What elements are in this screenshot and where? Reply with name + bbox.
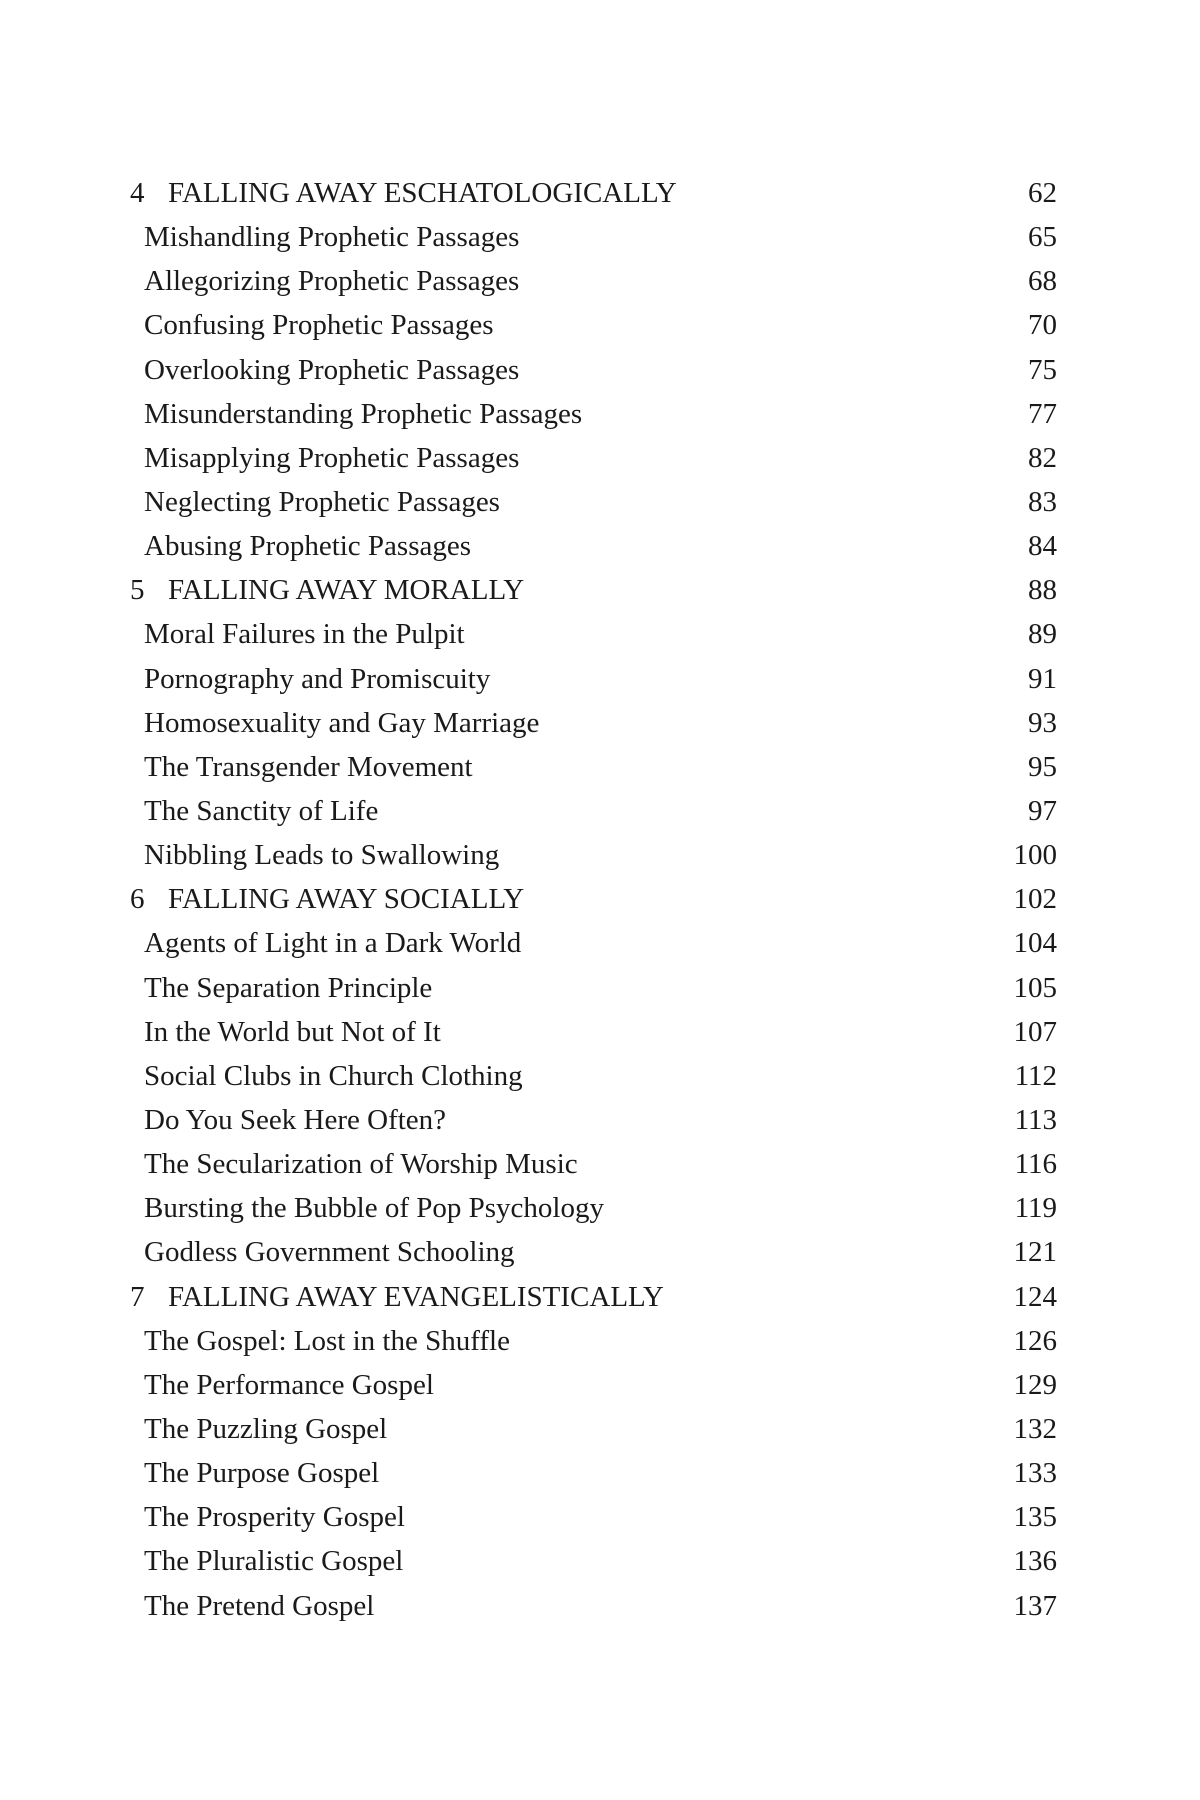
page-number: 107 (1013, 1015, 1057, 1048)
toc-section-row (0, 1054, 1200, 1098)
section-title: The Prosperity Gospel (144, 1501, 405, 1534)
section-title: The Secularization of Worship Music (144, 1148, 578, 1181)
toc-section-row (0, 1451, 1200, 1495)
page-number: 70 (1028, 309, 1057, 342)
toc-section-row (0, 1142, 1200, 1186)
toc-section-row (0, 1010, 1200, 1054)
page-number: 104 (1013, 927, 1057, 960)
page-number: 119 (1014, 1192, 1057, 1225)
page-number: 91 (1028, 662, 1057, 695)
chapter-number: 6 (130, 883, 145, 916)
chapter-title: FALLING AWAY ESCHATOLOGICALLY (168, 177, 677, 209)
section-title: Mishandling Prophetic Passages (144, 221, 520, 254)
toc-section-row (0, 259, 1200, 303)
section-title: The Purpose Gospel (144, 1457, 380, 1490)
toc-chapter-row (0, 877, 1200, 921)
toc-section-row (0, 657, 1200, 701)
page-number: 121 (1013, 1236, 1057, 1269)
chapter-number: 4 (130, 177, 145, 209)
page-number: 100 (1013, 839, 1057, 872)
page-number: 116 (1014, 1148, 1057, 1181)
toc-chapter-row (0, 568, 1200, 612)
toc-section-row (0, 1098, 1200, 1142)
page-number: 112 (1014, 1059, 1057, 1092)
page-number: 136 (1013, 1545, 1057, 1578)
section-title: Nibbling Leads to Swallowing (144, 839, 500, 872)
page-number: 105 (1013, 971, 1057, 1004)
page-number: 137 (1013, 1589, 1057, 1622)
page-number: 84 (1028, 530, 1057, 563)
section-title: The Transgender Movement (144, 750, 473, 783)
section-title: Allegorizing Prophetic Passages (144, 265, 520, 298)
section-title: The Pluralistic Gospel (144, 1545, 404, 1578)
section-title: Do You Seek Here Often? (144, 1103, 447, 1136)
section-title: Social Clubs in Church Clothing (144, 1059, 523, 1092)
page-number: 132 (1013, 1412, 1057, 1445)
section-title: Confusing Prophetic Passages (144, 309, 494, 342)
page-number: 62 (1028, 177, 1057, 209)
page-number: 102 (1013, 883, 1057, 916)
page-number: 113 (1014, 1103, 1057, 1136)
section-title: Abusing Prophetic Passages (144, 530, 472, 563)
toc-section-row (0, 348, 1200, 392)
toc-section-row (0, 745, 1200, 789)
chapter-title: FALLING AWAY MORALLY (168, 574, 525, 607)
page-number: 68 (1028, 265, 1057, 298)
toc-section-row (0, 966, 1200, 1010)
toc-section-row (0, 1407, 1200, 1451)
toc-section-row (0, 303, 1200, 347)
section-title: The Pretend Gospel (144, 1589, 375, 1622)
toc-section-row (0, 1495, 1200, 1539)
table-of-contents (0, 171, 1200, 1628)
section-title: Homosexuality and Gay Marriage (144, 706, 540, 739)
page-number: 135 (1013, 1501, 1057, 1534)
toc-section-row (0, 701, 1200, 745)
page-number: 126 (1013, 1324, 1057, 1357)
toc-section-row (0, 1363, 1200, 1407)
toc-section-row (0, 1230, 1200, 1274)
section-title: The Separation Principle (144, 971, 433, 1004)
page-number: 97 (1028, 794, 1057, 827)
toc-section-row (0, 524, 1200, 568)
page-number: 95 (1028, 750, 1057, 783)
page-number: 124 (1013, 1280, 1057, 1313)
toc-section-row (0, 392, 1200, 436)
page-number: 82 (1028, 441, 1057, 474)
section-title: The Performance Gospel (144, 1368, 434, 1401)
section-title: In the World but Not of It (144, 1015, 441, 1048)
chapter-title: FALLING AWAY EVANGELISTICALLY (168, 1280, 664, 1313)
page-number: 129 (1013, 1368, 1057, 1401)
section-title: Misunderstanding Prophetic Passages (144, 397, 583, 430)
section-title: Agents of Light in a Dark World (144, 927, 522, 960)
toc-section-row (0, 480, 1200, 524)
toc-section-row (0, 1319, 1200, 1363)
page-number: 83 (1028, 485, 1057, 518)
chapter-number: 7 (130, 1280, 145, 1313)
page-number: 77 (1028, 397, 1057, 430)
section-title: Pornography and Promiscuity (144, 662, 491, 695)
toc-section-row (0, 612, 1200, 656)
page-number: 89 (1028, 618, 1057, 651)
section-title: Bursting the Bubble of Pop Psychology (144, 1192, 604, 1225)
page-number: 93 (1028, 706, 1057, 739)
toc-section-row (0, 921, 1200, 965)
section-title: Moral Failures in the Pulpit (144, 618, 465, 651)
toc-chapter-row (0, 171, 1200, 215)
chapter-number: 5 (130, 574, 145, 607)
section-title: Godless Government Schooling (144, 1236, 515, 1269)
chapter-title: FALLING AWAY SOCIALLY (168, 883, 525, 916)
page-number: 88 (1028, 574, 1057, 607)
section-title: Overlooking Prophetic Passages (144, 353, 520, 386)
toc-section-row (0, 436, 1200, 480)
toc-chapter-row (0, 1275, 1200, 1319)
toc-section-row (0, 833, 1200, 877)
section-title: Misapplying Prophetic Passages (144, 441, 520, 474)
page-number: 65 (1028, 221, 1057, 254)
toc-section-row (0, 789, 1200, 833)
section-title: The Gospel: Lost in the Shuffle (144, 1324, 510, 1357)
toc-section-row (0, 215, 1200, 259)
page-number: 133 (1013, 1457, 1057, 1490)
toc-section-row (0, 1186, 1200, 1230)
toc-section-row (0, 1539, 1200, 1583)
toc-section-row (0, 1584, 1200, 1628)
page-number: 75 (1028, 353, 1057, 386)
section-title: The Puzzling Gospel (144, 1412, 388, 1445)
section-title: The Sanctity of Life (144, 794, 379, 827)
section-title: Neglecting Prophetic Passages (144, 485, 500, 518)
